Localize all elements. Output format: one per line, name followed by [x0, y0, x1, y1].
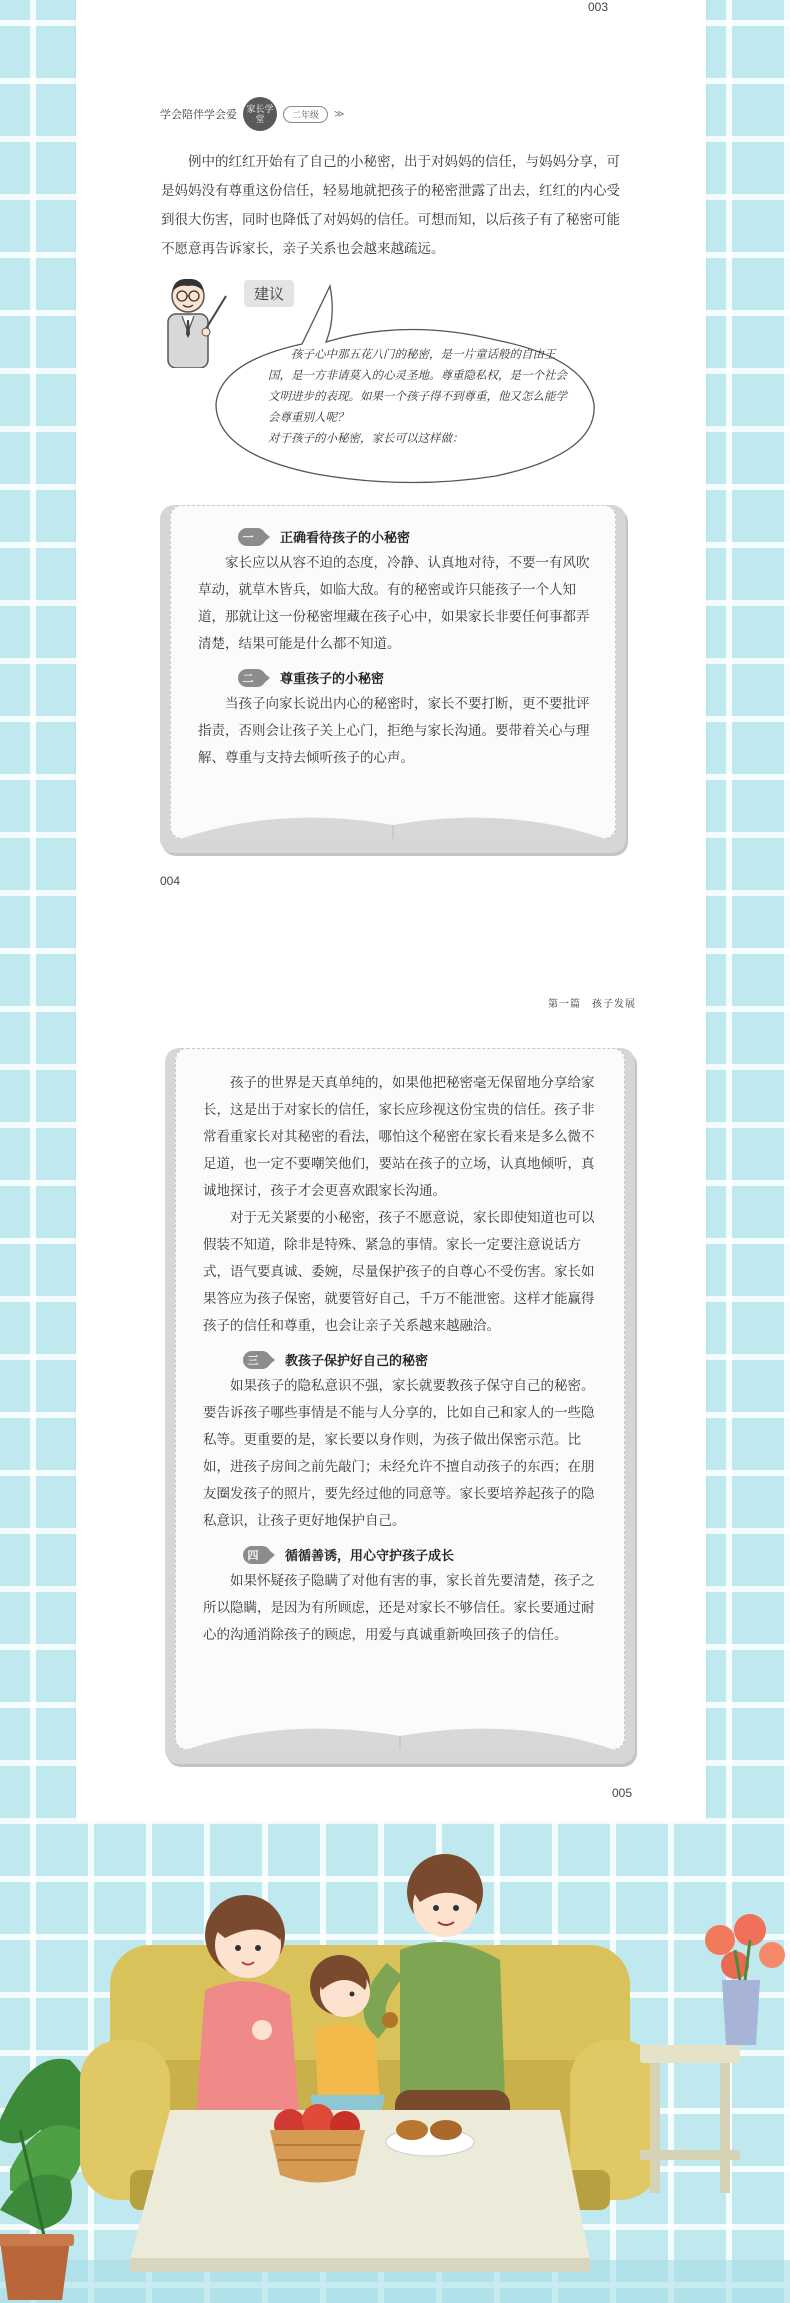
section-paragraph: 如果孩子的隐私意识不强，家长就要教孩子保守自己的秘密。要告诉孩子哪些事情是不能与人分享的，比如自己和家人的一些隐私等。更重要的是，家长要以身作则，为孩子做出保密示范。比如，进孩子房间之前先敲门；未经允许不擅自动孩子的东西；在朋友圈发孩子的照片，要先经过他的同意等。家长要培养起孩子的隐私意识，让孩子更好地保护自己。	[203, 1378, 595, 1529]
advice-bubble-text	[268, 344, 568, 449]
section-title: 尊重孩子的小秘密	[280, 672, 385, 687]
page-number-top: 003	[588, 0, 609, 14]
open-book-panel-2	[165, 1048, 635, 1764]
book-title: 学会陪伴学会爱	[160, 109, 237, 121]
running-header-right: 第一篇 孩子发展	[548, 999, 636, 1010]
advice-line-1: 孩子心中那五花八门的秘密，是一片童话般的自由王国，是一方非请莫入的心灵圣地。尊重隐私权，是一个社会文明进步的表现。如果一个孩子得不到尊重，他又怎么能学会尊重别人呢？	[268, 347, 567, 424]
section-paragraph: 如果怀疑孩子隐瞒了对他有害的事，家长首先要清楚，孩子之所以隐瞒，是因为有所顾虑，还是对家长不够信任。家长要通过耐心的沟通消除孩子的顾虑，用爱与真诚重新唤回孩子的信任。	[203, 1573, 595, 1643]
section-paragraph: 家长应以从容不迫的态度，冷静、认真地对待，不要一有风吹草动，就草木皆兵，如临大敌。有的秘密或许只能孩子一个人知道，那就让这一份秘密埋藏在孩子心中，如果家长非要任何事都弄清楚，结果可能是什么都不知道。	[198, 555, 590, 652]
double-chevron-icon: ≫	[334, 108, 345, 120]
section-heading-2	[238, 668, 596, 687]
section-number-badge: 四	[243, 1546, 271, 1564]
family-sofa-illustration	[0, 1830, 790, 2303]
grade-label: 二年级	[283, 106, 328, 123]
advice-line-2: 对于孩子的小秘密，家长可以这样做：	[268, 431, 464, 445]
advice-tag: 建议	[244, 280, 294, 307]
series-badge: 家长学堂	[243, 97, 277, 131]
book2-content	[203, 1070, 605, 1649]
flower-vase-icon	[705, 1914, 785, 2045]
open-book-icon	[185, 1716, 615, 1750]
lead-paragraph-1: 孩子的世界是天真单纯的，如果他把秘密毫无保留地分享给家长，这是出于对家长的信任，家长应珍视这份宝贵的信任。孩子非常看重家长对其秘密的看法，哪怕这个秘密在家长看来是多么微不足道，也一定不要嘲笑他们，要站在孩子的立场，认真地倾听，真诚地探讨，孩子才会更喜欢跟家长沟通。	[203, 1075, 595, 1199]
section-title: 循循善诱，用心守护孩子成长	[285, 1549, 455, 1564]
section-paragraph: 当孩子向家长说出内心的秘密时，家长不要打断，更不要批评指责，否则会让孩子关上心门，拒绝与家长沟通。要带着关心与理解、尊重与支持去倾听孩子的心声。	[198, 696, 590, 766]
section-number-badge: 一	[238, 528, 266, 546]
intro-paragraph: 例中的红红开始有了自己的小秘密，出于对妈妈的信任，与妈妈分享，可是妈妈没有尊重这份信任，轻易地就把孩子的秘密泄露了出去，红红的内心受到很大伤害，同时也降低了对妈妈的信任。可想而知，以后孩子有了秘密可能不愿意再告诉家长，亲子关系也会越来越疏远。	[161, 154, 620, 257]
page-number-right: 005	[612, 1786, 633, 1800]
page-number-left: 004	[160, 874, 181, 888]
section-title: 教孩子保护好自己的秘密	[285, 1354, 429, 1369]
section-number-badge: 三	[243, 1351, 271, 1369]
open-book-icon	[180, 805, 606, 839]
section-number-badge: 二	[238, 669, 266, 687]
section-heading-4	[243, 1545, 605, 1564]
lead-paragraph-2: 对于无关紧要的小秘密，孩子不愿意说，家长即使知道也可以假装不知道，除非是特殊、紧急的事情。家长一定要注意说话方式，语气要真诚、委婉，尽量保护孩子的自尊心不受伤害。家长如果答应为孩子保密，就要管好自己，千万不能泄密。这样才能赢得孩子的信任和尊重，也会让亲子关系越来越融洽。	[203, 1210, 595, 1334]
section-heading-1	[238, 527, 596, 546]
running-header	[160, 97, 344, 131]
book1-content	[198, 521, 596, 772]
section-title: 正确看待孩子的小秘密	[280, 531, 411, 546]
side-table	[640, 2045, 740, 2193]
section-heading-3	[243, 1350, 605, 1369]
fruit-basket-icon	[270, 2104, 365, 2183]
open-book-panel-1	[160, 505, 626, 853]
